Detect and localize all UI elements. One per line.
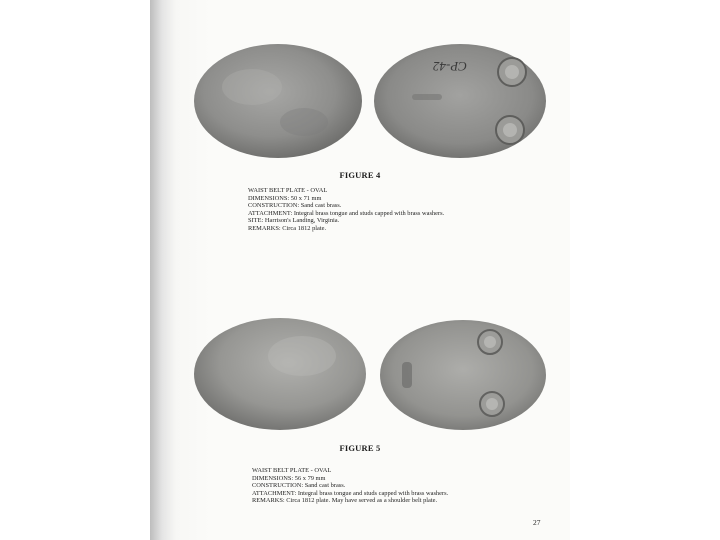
figure5-specs [252, 467, 448, 505]
figure4-front-photo [192, 42, 364, 160]
figure5-dimensions: DIMENSIONS: 56 x 79 mm [252, 474, 326, 482]
figure4-attachment: ATTACHMENT: Integral brass tongue and studs capped with brass washers. [248, 209, 445, 217]
figure4-dimensions: DIMENSIONS: 50 x 71 mm [248, 194, 322, 202]
figure4-caption: FIGURE 4 [339, 170, 381, 180]
figure5-front-photo [192, 316, 368, 432]
figure4-construction: CONSTRUCTION: Sand cast brass. [248, 202, 342, 210]
figure4-site: SITE: Harrison's Landing, Virginia. [248, 217, 340, 225]
figure4-remarks: REMARKS: Circa 1812 plate. [248, 224, 327, 232]
figure5-caption: FIGURE 5 [339, 443, 381, 453]
figure4-reverse-photo [372, 42, 548, 160]
figure5-title: WAIST BELT PLATE - OVAL [252, 467, 332, 474]
figure4-inscription: CP-42 [433, 59, 467, 74]
figure5-attachment: ATTACHMENT: Integral brass tongue and studs capped with brass washers. [252, 489, 449, 497]
figure4-specs [248, 187, 444, 233]
book-page [150, 0, 570, 540]
figure4-title: WAIST BELT PLATE - OVAL [248, 187, 328, 194]
figure5-remarks: REMARKS: Circa 1812 plate. May have served as a shoulder belt plate. [252, 497, 438, 505]
figure5-construction: CONSTRUCTION: Sand cast brass. [252, 482, 346, 490]
figure5-reverse-photo [378, 318, 548, 432]
page-number: 27 [533, 518, 541, 527]
